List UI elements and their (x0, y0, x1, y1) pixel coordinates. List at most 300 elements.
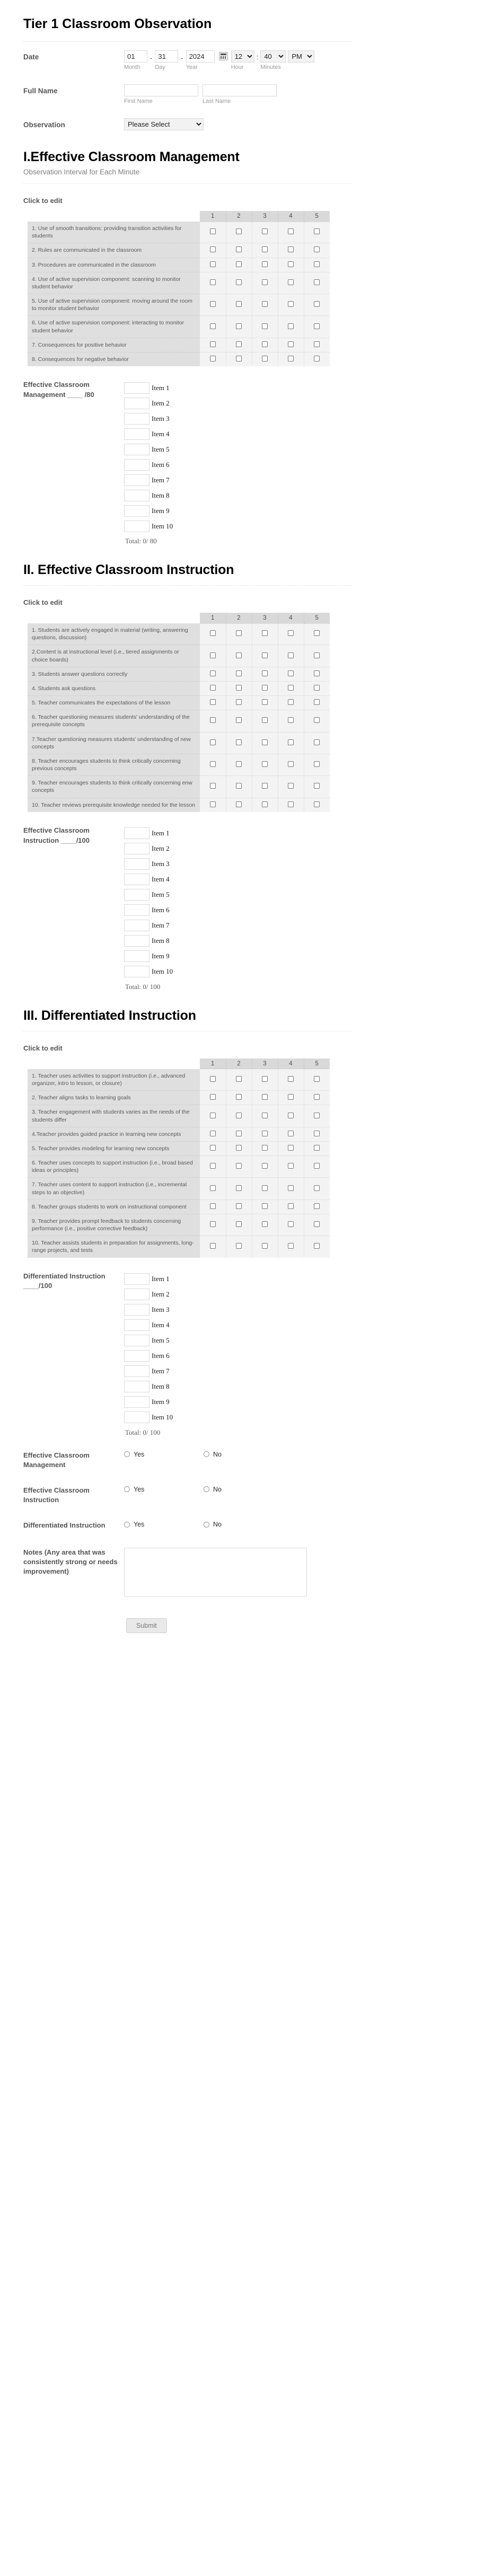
checkbox-icon[interactable] (210, 279, 216, 285)
matrix-cell[interactable] (304, 732, 330, 754)
checkbox-icon[interactable] (262, 1131, 268, 1136)
score-input[interactable] (124, 1304, 149, 1316)
checkbox-icon[interactable] (288, 228, 294, 234)
matrix-cell[interactable] (304, 798, 330, 812)
matrix-cell[interactable] (278, 681, 304, 695)
matrix-cell[interactable] (226, 258, 252, 272)
matrix-cell[interactable] (278, 1178, 304, 1199)
score-input[interactable] (124, 1273, 149, 1285)
matrix-cell[interactable] (278, 1199, 304, 1214)
checkbox-icon[interactable] (210, 261, 216, 267)
checkbox-icon[interactable] (210, 671, 216, 676)
checkbox-icon[interactable] (236, 261, 242, 267)
calendar-icon[interactable] (219, 52, 228, 60)
checkbox-icon[interactable] (314, 228, 320, 234)
matrix-cell[interactable] (226, 710, 252, 732)
checkbox-icon[interactable] (288, 301, 294, 307)
checkbox-icon[interactable] (314, 783, 320, 789)
checkbox-icon[interactable] (236, 1076, 242, 1082)
checkbox-icon[interactable] (288, 1113, 294, 1118)
checkbox-icon[interactable] (262, 323, 268, 329)
matrix-cell[interactable] (304, 1199, 330, 1214)
matrix-cell[interactable] (252, 272, 278, 294)
matrix-cell[interactable] (278, 623, 304, 645)
checkbox-icon[interactable] (288, 1203, 294, 1209)
matrix-cell[interactable] (226, 798, 252, 812)
matrix-cell[interactable] (278, 1156, 304, 1178)
checkbox-icon[interactable] (314, 1094, 320, 1100)
score-input[interactable] (124, 920, 149, 931)
checkbox-icon[interactable] (262, 246, 268, 252)
matrix-cell[interactable] (304, 243, 330, 258)
radio-icon[interactable] (204, 1451, 209, 1457)
matrix-cell[interactable] (200, 710, 226, 732)
matrix-cell[interactable] (304, 645, 330, 667)
score-input[interactable] (124, 950, 149, 962)
matrix-cell[interactable] (304, 316, 330, 338)
matrix-cell[interactable] (304, 667, 330, 681)
score-input[interactable] (124, 1319, 149, 1331)
matrix-cell[interactable] (304, 1105, 330, 1127)
matrix-cell[interactable] (226, 1105, 252, 1127)
matrix-cell[interactable] (252, 1127, 278, 1141)
matrix-cell[interactable] (200, 243, 226, 258)
checkbox-icon[interactable] (236, 783, 242, 789)
hour-select[interactable] (231, 50, 254, 63)
checkbox-icon[interactable] (262, 685, 268, 691)
checkbox-icon[interactable] (236, 1145, 242, 1151)
checkbox-icon[interactable] (210, 1163, 216, 1169)
matrix-cell[interactable] (226, 1156, 252, 1178)
score-input[interactable] (124, 1335, 149, 1346)
matrix-cell[interactable] (200, 732, 226, 754)
matrix-cell[interactable] (252, 1178, 278, 1199)
checkbox-icon[interactable] (314, 652, 320, 658)
matrix-cell[interactable] (200, 1199, 226, 1214)
score-input[interactable] (124, 505, 149, 517)
checkbox-icon[interactable] (236, 228, 242, 234)
matrix-cell[interactable] (304, 754, 330, 775)
matrix-cell[interactable] (252, 798, 278, 812)
checkbox-icon[interactable] (236, 323, 242, 329)
matrix-cell[interactable] (252, 667, 278, 681)
checkbox-icon[interactable] (262, 1221, 268, 1227)
checkbox-icon[interactable] (288, 652, 294, 658)
checkbox-icon[interactable] (262, 671, 268, 676)
checkbox-icon[interactable] (236, 761, 242, 767)
score-input[interactable] (124, 382, 149, 394)
checkbox-icon[interactable] (288, 1243, 294, 1249)
matrix-cell[interactable] (304, 1156, 330, 1178)
checkbox-icon[interactable] (210, 652, 216, 658)
matrix-cell[interactable] (226, 272, 252, 294)
matrix-cell[interactable] (226, 1178, 252, 1199)
score-input[interactable] (124, 490, 149, 501)
score-input[interactable] (124, 398, 149, 409)
matrix-cell[interactable] (304, 352, 330, 366)
matrix-cell[interactable] (226, 1091, 252, 1105)
matrix-cell[interactable] (252, 623, 278, 645)
matrix-cell[interactable] (200, 1156, 226, 1178)
checkbox-icon[interactable] (314, 1131, 320, 1136)
matrix-cell[interactable] (278, 1236, 304, 1258)
radio-icon[interactable] (204, 1486, 209, 1492)
checkbox-icon[interactable] (288, 323, 294, 329)
checkbox-icon[interactable] (262, 1203, 268, 1209)
checkbox-icon[interactable] (262, 1094, 268, 1100)
matrix-cell[interactable] (200, 681, 226, 695)
matrix-cell[interactable] (200, 1141, 226, 1155)
checkbox-icon[interactable] (210, 699, 216, 705)
checkbox-icon[interactable] (262, 739, 268, 745)
matrix-cell[interactable] (200, 316, 226, 338)
checkbox-icon[interactable] (210, 1203, 216, 1209)
matrix-cell[interactable] (252, 352, 278, 366)
checkbox-icon[interactable] (236, 1113, 242, 1118)
score-input[interactable] (124, 935, 149, 947)
matrix-cell[interactable] (200, 798, 226, 812)
matrix-cell[interactable] (304, 1127, 330, 1141)
matrix-cell[interactable] (304, 710, 330, 732)
score-input[interactable] (124, 444, 149, 455)
score-input[interactable] (124, 1365, 149, 1377)
matrix-cell[interactable] (200, 1236, 226, 1258)
matrix-cell[interactable] (252, 645, 278, 667)
checkbox-icon[interactable] (314, 301, 320, 307)
matrix-cell[interactable] (200, 776, 226, 798)
matrix-cell[interactable] (226, 696, 252, 710)
score-input[interactable] (124, 413, 149, 425)
matrix-cell[interactable] (278, 1127, 304, 1141)
score-input[interactable] (124, 474, 149, 486)
score-input[interactable] (124, 1396, 149, 1408)
date-month-input[interactable] (124, 50, 147, 63)
matrix-cell[interactable] (252, 1236, 278, 1258)
matrix-cell[interactable] (200, 1178, 226, 1199)
matrix-cell[interactable] (252, 316, 278, 338)
checkbox-icon[interactable] (288, 699, 294, 705)
checkbox-icon[interactable] (210, 685, 216, 691)
checkbox-icon[interactable] (288, 246, 294, 252)
matrix-cell[interactable] (278, 258, 304, 272)
radio-option-no[interactable] (204, 1521, 283, 1528)
matrix-cell[interactable] (226, 352, 252, 366)
checkbox-icon[interactable] (314, 1076, 320, 1082)
checkbox-icon[interactable] (236, 671, 242, 676)
checkbox-icon[interactable] (210, 341, 216, 347)
matrix-cell[interactable] (252, 1156, 278, 1178)
checkbox-icon[interactable] (314, 761, 320, 767)
matrix-cell[interactable] (278, 798, 304, 812)
matrix-cell[interactable] (278, 645, 304, 667)
checkbox-icon[interactable] (210, 323, 216, 329)
checkbox-icon[interactable] (210, 356, 216, 361)
checkbox-icon[interactable] (236, 1203, 242, 1209)
checkbox-icon[interactable] (262, 717, 268, 723)
matrix-cell[interactable] (226, 243, 252, 258)
checkbox-icon[interactable] (314, 1145, 320, 1151)
matrix-cell[interactable] (226, 776, 252, 798)
notes-textarea[interactable] (124, 1548, 307, 1596)
checkbox-icon[interactable] (236, 699, 242, 705)
matrix-cell[interactable] (226, 732, 252, 754)
checkbox-icon[interactable] (210, 1113, 216, 1118)
checkbox-icon[interactable] (288, 261, 294, 267)
checkbox-icon[interactable] (210, 246, 216, 252)
checkbox-icon[interactable] (288, 1145, 294, 1151)
score-input[interactable] (124, 1411, 149, 1423)
observation-select[interactable] (124, 118, 204, 130)
checkbox-icon[interactable] (288, 356, 294, 361)
section-1-click-to-edit[interactable]: Click to edit (23, 197, 63, 205)
matrix-cell[interactable] (278, 294, 304, 316)
matrix-cell[interactable] (304, 1141, 330, 1155)
matrix-cell[interactable] (278, 352, 304, 366)
matrix-cell[interactable] (200, 667, 226, 681)
radio-icon[interactable] (204, 1522, 209, 1528)
matrix-cell[interactable] (226, 623, 252, 645)
matrix-cell[interactable] (226, 681, 252, 695)
matrix-cell[interactable] (200, 1091, 226, 1105)
checkbox-icon[interactable] (262, 279, 268, 285)
checkbox-icon[interactable] (236, 630, 242, 636)
checkbox-icon[interactable] (236, 356, 242, 361)
matrix-cell[interactable] (304, 1069, 330, 1091)
checkbox-icon[interactable] (262, 783, 268, 789)
matrix-cell[interactable] (200, 1127, 226, 1141)
matrix-cell[interactable] (200, 338, 226, 352)
matrix-cell[interactable] (226, 316, 252, 338)
section-2-click-to-edit[interactable]: Click to edit (23, 598, 63, 607)
matrix-cell[interactable] (200, 272, 226, 294)
checkbox-icon[interactable] (236, 1163, 242, 1169)
checkbox-icon[interactable] (210, 1094, 216, 1100)
checkbox-icon[interactable] (210, 1185, 216, 1191)
checkbox-icon[interactable] (314, 323, 320, 329)
checkbox-icon[interactable] (314, 1113, 320, 1118)
matrix-cell[interactable] (278, 667, 304, 681)
matrix-cell[interactable] (278, 1091, 304, 1105)
checkbox-icon[interactable] (314, 261, 320, 267)
checkbox-icon[interactable] (314, 1203, 320, 1209)
checkbox-icon[interactable] (262, 652, 268, 658)
checkbox-icon[interactable] (210, 1076, 216, 1082)
matrix-cell[interactable] (278, 1141, 304, 1155)
radio-option-no[interactable] (204, 1451, 283, 1458)
checkbox-icon[interactable] (210, 1243, 216, 1249)
radio-icon[interactable] (124, 1522, 130, 1528)
matrix-cell[interactable] (304, 1214, 330, 1236)
matrix-cell[interactable] (252, 681, 278, 695)
score-input[interactable] (124, 827, 149, 839)
checkbox-icon[interactable] (210, 630, 216, 636)
ampm-select[interactable] (288, 50, 314, 63)
matrix-cell[interactable] (226, 338, 252, 352)
checkbox-icon[interactable] (288, 1185, 294, 1191)
score-input[interactable] (124, 1381, 149, 1392)
checkbox-icon[interactable] (236, 1243, 242, 1249)
score-input[interactable] (124, 1289, 149, 1300)
score-input[interactable] (124, 1350, 149, 1362)
section-3-click-to-edit[interactable]: Click to edit (23, 1044, 63, 1052)
matrix-cell[interactable] (304, 696, 330, 710)
checkbox-icon[interactable] (314, 671, 320, 676)
score-input[interactable] (124, 843, 149, 854)
checkbox-icon[interactable] (236, 1094, 242, 1100)
checkbox-icon[interactable] (236, 717, 242, 723)
matrix-cell[interactable] (252, 710, 278, 732)
checkbox-icon[interactable] (262, 301, 268, 307)
checkbox-icon[interactable] (288, 1076, 294, 1082)
matrix-cell[interactable] (304, 294, 330, 316)
checkbox-icon[interactable] (210, 1221, 216, 1227)
checkbox-icon[interactable] (288, 1094, 294, 1100)
matrix-cell[interactable] (278, 776, 304, 798)
matrix-cell[interactable] (278, 1214, 304, 1236)
checkbox-icon[interactable] (314, 341, 320, 347)
checkbox-icon[interactable] (236, 1221, 242, 1227)
matrix-cell[interactable] (226, 754, 252, 775)
checkbox-icon[interactable] (314, 246, 320, 252)
checkbox-icon[interactable] (236, 1131, 242, 1136)
checkbox-icon[interactable] (288, 717, 294, 723)
radio-option-yes[interactable] (124, 1486, 204, 1493)
matrix-cell[interactable] (200, 222, 226, 243)
checkbox-icon[interactable] (262, 1185, 268, 1191)
radio-icon[interactable] (124, 1486, 130, 1492)
checkbox-icon[interactable] (210, 761, 216, 767)
score-input[interactable] (124, 459, 149, 471)
matrix-cell[interactable] (252, 1105, 278, 1127)
checkbox-icon[interactable] (314, 356, 320, 361)
checkbox-icon[interactable] (262, 801, 268, 807)
matrix-cell[interactable] (278, 316, 304, 338)
matrix-cell[interactable] (226, 645, 252, 667)
matrix-cell[interactable] (252, 1141, 278, 1155)
checkbox-icon[interactable] (288, 783, 294, 789)
matrix-cell[interactable] (226, 294, 252, 316)
checkbox-icon[interactable] (314, 279, 320, 285)
checkbox-icon[interactable] (262, 1243, 268, 1249)
matrix-cell[interactable] (226, 1141, 252, 1155)
date-day-input[interactable] (155, 50, 178, 63)
checkbox-icon[interactable] (236, 685, 242, 691)
matrix-cell[interactable] (278, 338, 304, 352)
matrix-cell[interactable] (252, 338, 278, 352)
matrix-cell[interactable] (200, 258, 226, 272)
matrix-cell[interactable] (252, 696, 278, 710)
matrix-cell[interactable] (278, 754, 304, 775)
matrix-cell[interactable] (200, 696, 226, 710)
score-input[interactable] (124, 428, 149, 440)
checkbox-icon[interactable] (288, 1163, 294, 1169)
checkbox-icon[interactable] (262, 1113, 268, 1118)
matrix-cell[interactable] (252, 1069, 278, 1091)
checkbox-icon[interactable] (236, 801, 242, 807)
checkbox-icon[interactable] (236, 301, 242, 307)
matrix-cell[interactable] (304, 1091, 330, 1105)
checkbox-icon[interactable] (288, 739, 294, 745)
matrix-cell[interactable] (278, 732, 304, 754)
checkbox-icon[interactable] (210, 801, 216, 807)
checkbox-icon[interactable] (262, 761, 268, 767)
checkbox-icon[interactable] (262, 699, 268, 705)
checkbox-icon[interactable] (236, 1185, 242, 1191)
checkbox-icon[interactable] (288, 630, 294, 636)
matrix-cell[interactable] (252, 222, 278, 243)
checkbox-icon[interactable] (314, 630, 320, 636)
checkbox-icon[interactable] (236, 652, 242, 658)
checkbox-icon[interactable] (288, 1131, 294, 1136)
score-input[interactable] (124, 904, 149, 916)
score-input[interactable] (124, 874, 149, 885)
matrix-cell[interactable] (200, 645, 226, 667)
checkbox-icon[interactable] (314, 717, 320, 723)
checkbox-icon[interactable] (262, 228, 268, 234)
checkbox-icon[interactable] (314, 1163, 320, 1169)
matrix-cell[interactable] (252, 243, 278, 258)
matrix-cell[interactable] (278, 696, 304, 710)
checkbox-icon[interactable] (236, 246, 242, 252)
checkbox-icon[interactable] (288, 761, 294, 767)
checkbox-icon[interactable] (314, 685, 320, 691)
checkbox-icon[interactable] (314, 1221, 320, 1227)
radio-option-yes[interactable] (124, 1451, 204, 1458)
checkbox-icon[interactable] (210, 783, 216, 789)
checkbox-icon[interactable] (288, 1221, 294, 1227)
matrix-cell[interactable] (200, 623, 226, 645)
checkbox-icon[interactable] (288, 279, 294, 285)
checkbox-icon[interactable] (288, 341, 294, 347)
checkbox-icon[interactable] (262, 1076, 268, 1082)
matrix-cell[interactable] (278, 243, 304, 258)
matrix-cell[interactable] (200, 1214, 226, 1236)
matrix-cell[interactable] (304, 222, 330, 243)
matrix-cell[interactable] (304, 776, 330, 798)
matrix-cell[interactable] (252, 1091, 278, 1105)
checkbox-icon[interactable] (314, 1243, 320, 1249)
matrix-cell[interactable] (304, 1178, 330, 1199)
radio-option-no[interactable] (204, 1486, 283, 1493)
matrix-cell[interactable] (226, 222, 252, 243)
last-name-input[interactable] (203, 84, 277, 96)
checkbox-icon[interactable] (236, 341, 242, 347)
first-name-input[interactable] (124, 84, 198, 96)
score-input[interactable] (124, 858, 149, 870)
matrix-cell[interactable] (304, 338, 330, 352)
matrix-cell[interactable] (278, 222, 304, 243)
matrix-cell[interactable] (252, 732, 278, 754)
radio-icon[interactable] (124, 1451, 130, 1457)
score-input[interactable] (124, 966, 149, 977)
checkbox-icon[interactable] (262, 1163, 268, 1169)
checkbox-icon[interactable] (262, 630, 268, 636)
checkbox-icon[interactable] (236, 739, 242, 745)
matrix-cell[interactable] (226, 1069, 252, 1091)
matrix-cell[interactable] (226, 1236, 252, 1258)
score-input[interactable] (124, 889, 149, 901)
checkbox-icon[interactable] (262, 1145, 268, 1151)
checkbox-icon[interactable] (210, 301, 216, 307)
matrix-cell[interactable] (226, 1214, 252, 1236)
checkbox-icon[interactable] (314, 801, 320, 807)
checkbox-icon[interactable] (262, 356, 268, 361)
checkbox-icon[interactable] (262, 341, 268, 347)
checkbox-icon[interactable] (236, 279, 242, 285)
checkbox-icon[interactable] (314, 1185, 320, 1191)
matrix-cell[interactable] (252, 1199, 278, 1214)
checkbox-icon[interactable] (210, 739, 216, 745)
